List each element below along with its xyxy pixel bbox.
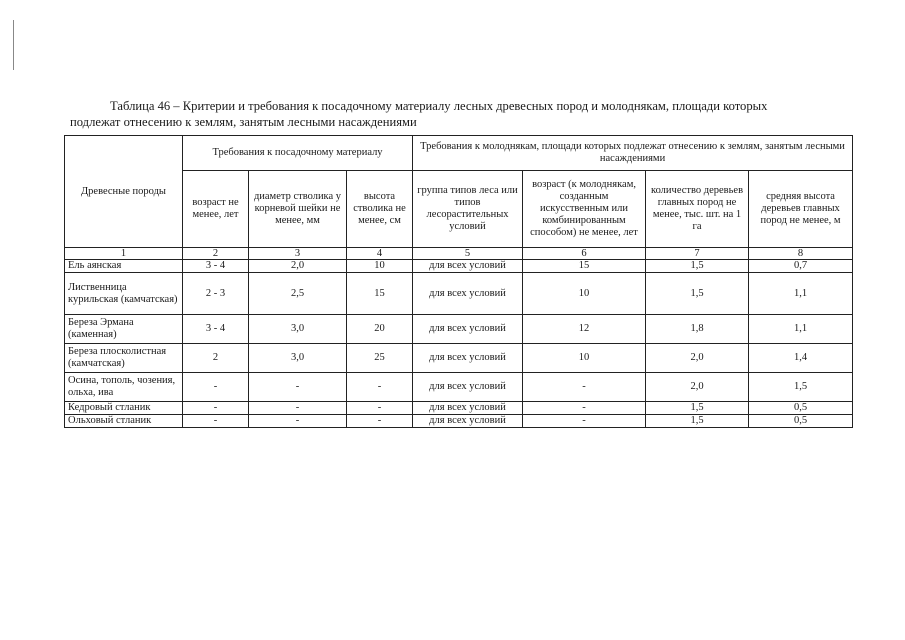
scan-edge-mark [13, 20, 14, 70]
height-cell: 25 [347, 344, 413, 373]
planting-age-cell: 3 - 4 [183, 260, 249, 273]
forest-type-cell: для всех условий [413, 315, 523, 344]
column-number: 1 [65, 248, 183, 260]
mean-height-cell: 1,4 [749, 344, 853, 373]
table-row [65, 402, 853, 415]
header-col-3: диаметр стволика у корневой шейки не менее, мм [249, 171, 347, 248]
table-row [65, 273, 853, 315]
planting-age-cell: 2 - 3 [183, 273, 249, 315]
height-cell: - [347, 373, 413, 402]
requirements-table [64, 135, 853, 428]
forest-type-cell: для всех условий [413, 373, 523, 402]
species-cell: Ель аянская [65, 260, 183, 273]
tree-count-cell: 1,5 [646, 260, 749, 273]
diameter-cell: - [249, 402, 347, 415]
young-age-cell: - [523, 415, 646, 428]
diameter-cell: - [249, 373, 347, 402]
tree-count-cell: 2,0 [646, 373, 749, 402]
header-col-8: средняя высота деревьев главных пород не менее, м [749, 171, 853, 248]
young-age-cell: 15 [523, 260, 646, 273]
young-age-cell: 10 [523, 273, 646, 315]
caption-line-2: подлежат отнесению к землям, занятым лесными насаждениями [70, 115, 417, 129]
table-body [65, 248, 853, 428]
species-cell: Береза плосколистная (камчатская) [65, 344, 183, 373]
mean-height-cell: 0,7 [749, 260, 853, 273]
young-age-cell: - [523, 373, 646, 402]
planting-age-cell: - [183, 402, 249, 415]
header-species: Древесные породы [65, 136, 183, 248]
column-number: 3 [249, 248, 347, 260]
planting-age-cell: - [183, 373, 249, 402]
header-col-6: возраст (к молоднякам, созданным искусственным или комбинированным способом) не менее, лет [523, 171, 646, 248]
table-row [65, 344, 853, 373]
planting-age-cell: - [183, 415, 249, 428]
height-cell: - [347, 402, 413, 415]
species-cell: Кедровый стланик [65, 402, 183, 415]
young-age-cell: 12 [523, 315, 646, 344]
forest-type-cell: для всех условий [413, 402, 523, 415]
header-col-2: возраст не менее, лет [183, 171, 249, 248]
diameter-cell: 2,5 [249, 273, 347, 315]
forest-type-cell: для всех условий [413, 344, 523, 373]
young-age-cell: - [523, 402, 646, 415]
forest-type-cell: для всех условий [413, 260, 523, 273]
tree-count-cell: 1,5 [646, 402, 749, 415]
column-number: 6 [523, 248, 646, 260]
forest-type-cell: для всех условий [413, 273, 523, 315]
tree-count-cell: 1,5 [646, 415, 749, 428]
species-cell: Лиственница курильская (камчатская) [65, 273, 183, 315]
diameter-cell: 2,0 [249, 260, 347, 273]
column-number: 7 [646, 248, 749, 260]
table-row [65, 315, 853, 344]
mean-height-cell: 0,5 [749, 415, 853, 428]
species-cell: Береза Эрмана (каменная) [65, 315, 183, 344]
height-cell: 15 [347, 273, 413, 315]
table-row [65, 260, 853, 273]
table-row [65, 373, 853, 402]
species-cell: Осина, тополь, чозения, ольха, ива [65, 373, 183, 402]
height-cell: 10 [347, 260, 413, 273]
tree-count-cell: 1,5 [646, 273, 749, 315]
table-caption [70, 98, 860, 130]
forest-type-cell: для всех условий [413, 415, 523, 428]
young-age-cell: 10 [523, 344, 646, 373]
header-col-7: количество деревьев главных пород не менее, тыс. шт. на 1 га [646, 171, 749, 248]
column-number: 4 [347, 248, 413, 260]
mean-height-cell: 1,5 [749, 373, 853, 402]
header-planting-material: Требования к посадочному материалу [183, 136, 413, 171]
table-row [65, 415, 853, 428]
header-col-4: высота стволика не менее, см [347, 171, 413, 248]
column-number: 5 [413, 248, 523, 260]
mean-height-cell: 1,1 [749, 273, 853, 315]
diameter-cell: - [249, 415, 347, 428]
planting-age-cell: 2 [183, 344, 249, 373]
diameter-cell: 3,0 [249, 315, 347, 344]
species-cell: Ольховый стланик [65, 415, 183, 428]
height-cell: - [347, 415, 413, 428]
tree-count-cell: 2,0 [646, 344, 749, 373]
caption-line-1: Таблица 46 – Критерии и требования к посадочному материалу лесных древесных пород и молоднякам, площади которых [110, 99, 768, 113]
diameter-cell: 3,0 [249, 344, 347, 373]
mean-height-cell: 1,1 [749, 315, 853, 344]
column-numbers-row [65, 248, 853, 260]
header-col-5: группа типов леса или типов лесорастительных условий [413, 171, 523, 248]
column-number: 2 [183, 248, 249, 260]
tree-count-cell: 1,8 [646, 315, 749, 344]
header-young-stands: Требования к молоднякам, площади которых подлежат отнесению к землям, занятым лесными насаждениями [413, 136, 853, 171]
mean-height-cell: 0,5 [749, 402, 853, 415]
planting-age-cell: 3 - 4 [183, 315, 249, 344]
height-cell: 20 [347, 315, 413, 344]
column-number: 8 [749, 248, 853, 260]
table-header [65, 136, 853, 248]
